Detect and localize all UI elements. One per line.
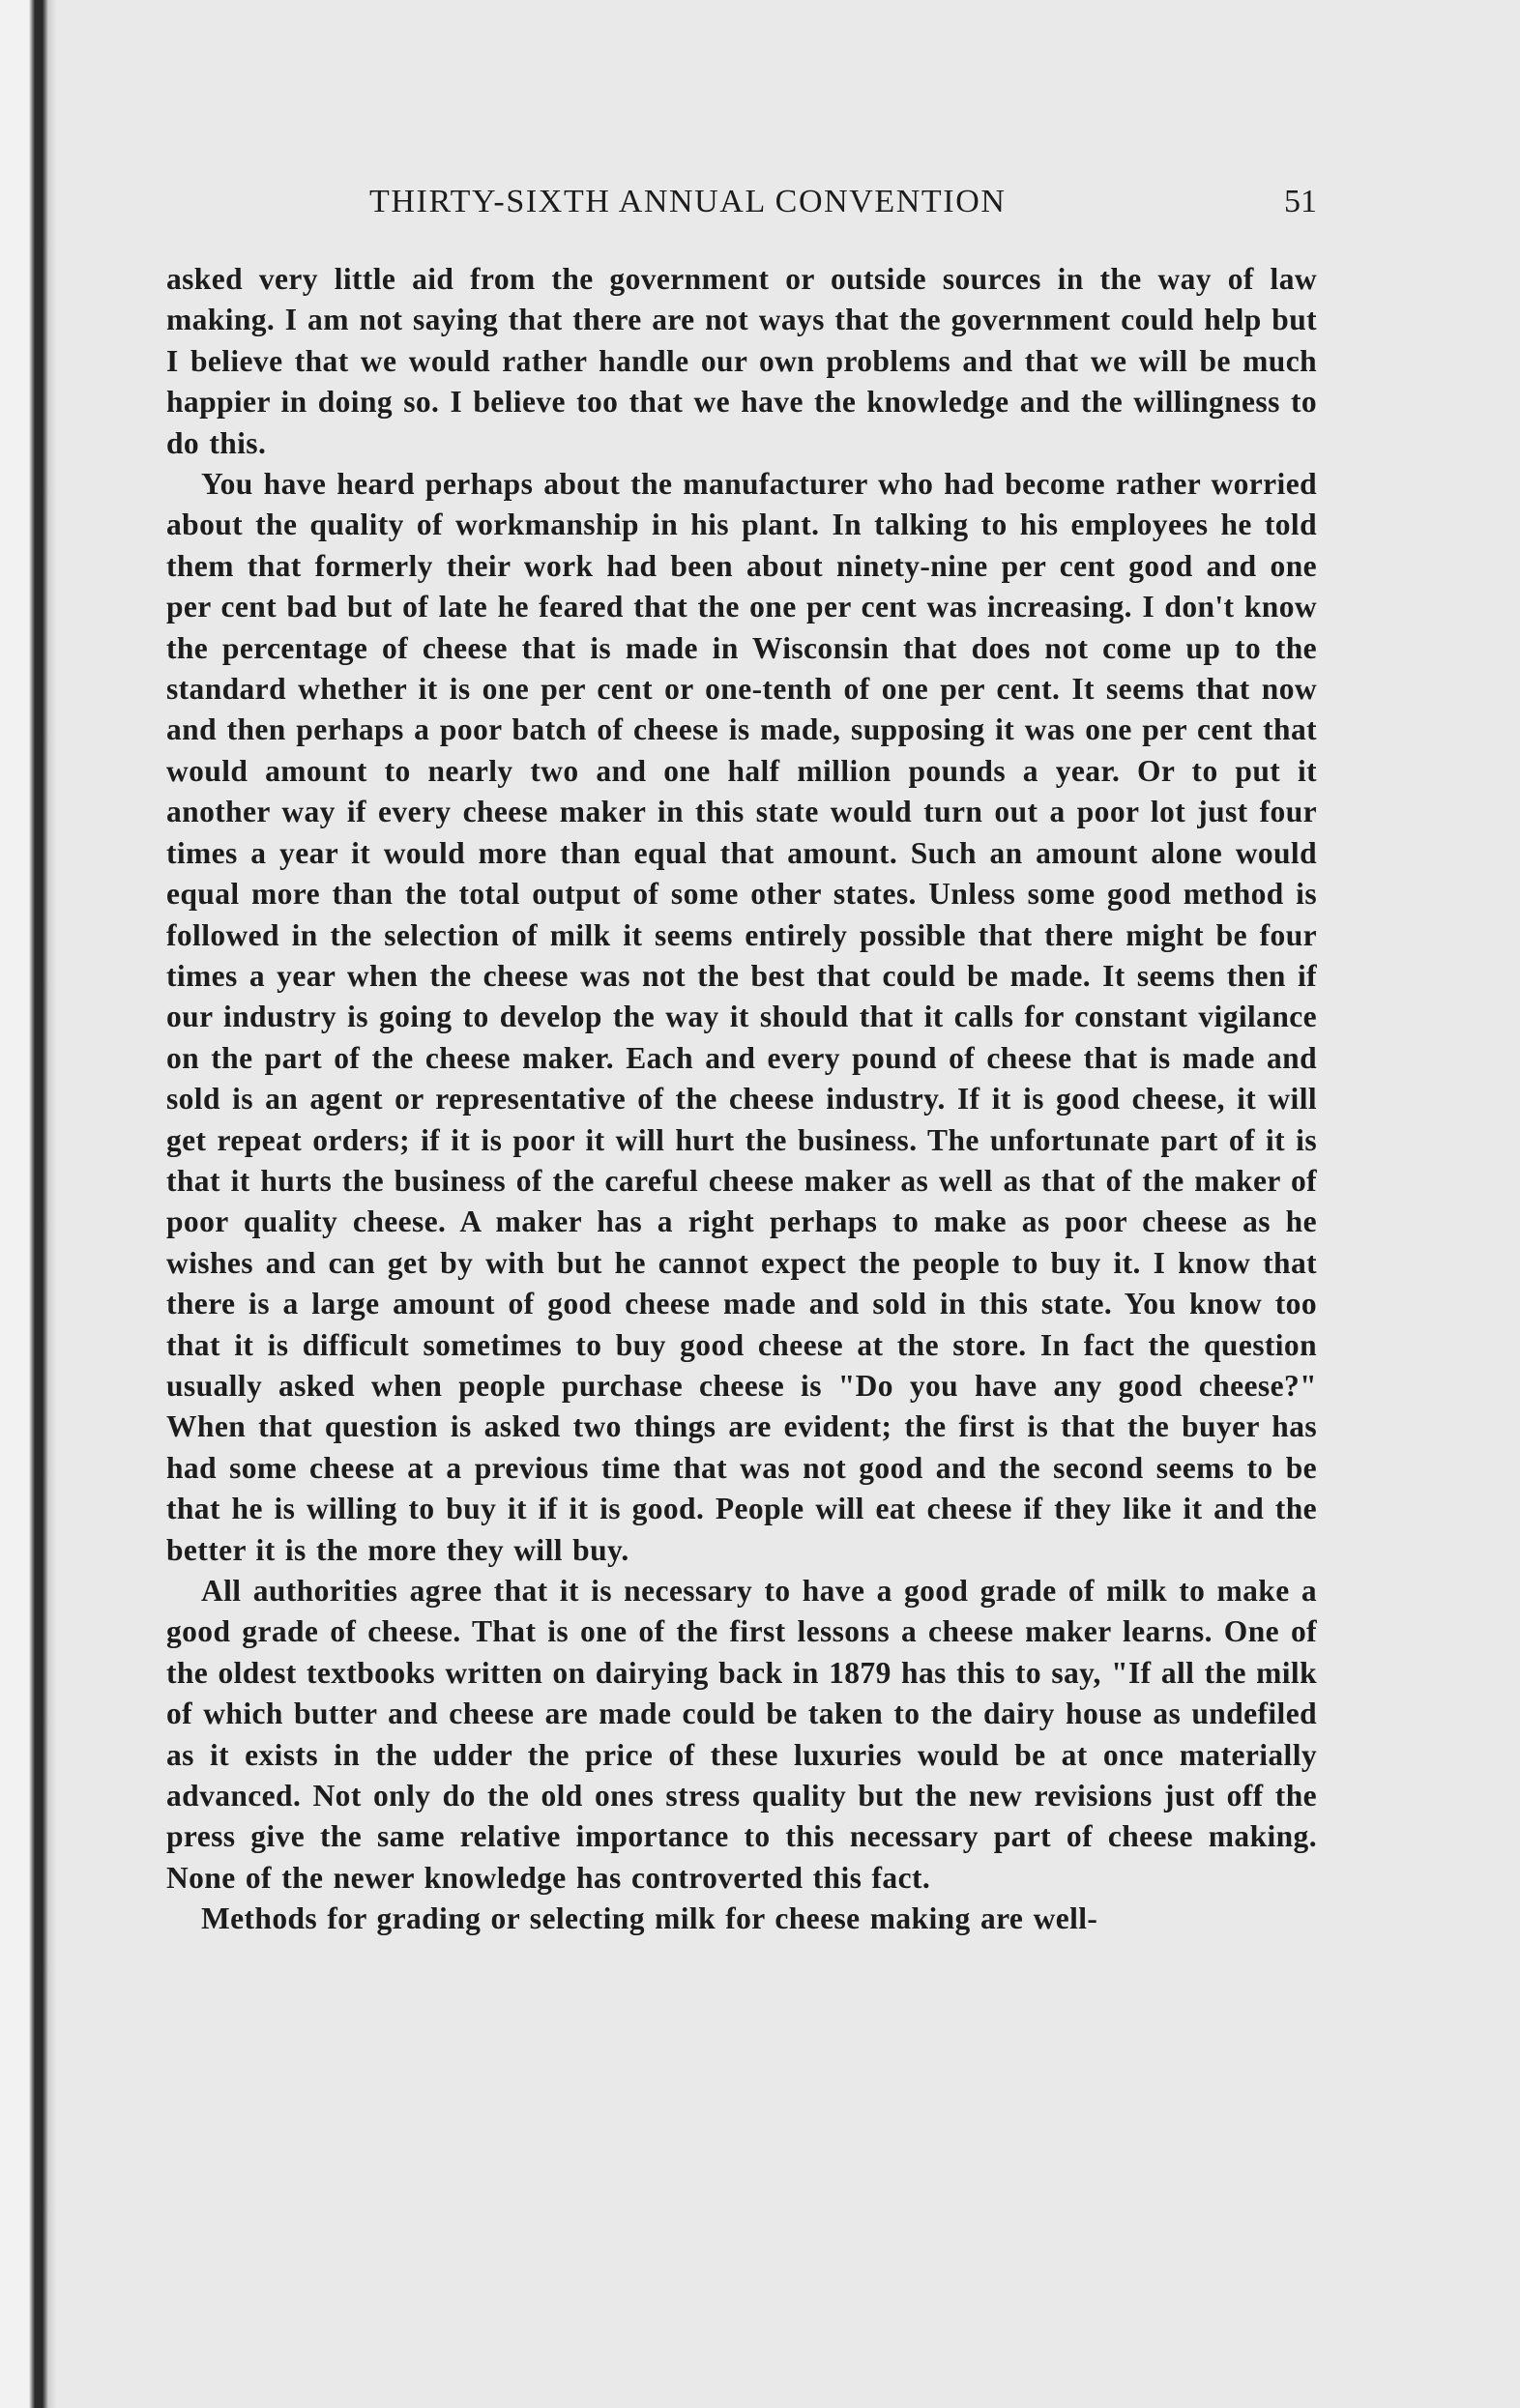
paragraph-continued: asked very little aid from the government or outside sources in the way of law making. I am not saying that there are not ways that the government could help but I believe that we would rather handle our own problems and that we will be much happier in doing so. I believe too that we have the knowledge and the willingness to do this. bbox=[166, 262, 1317, 460]
running-header bbox=[166, 155, 1317, 242]
paragraph-manufacturer: You have heard perhaps about the manufacturer who had become rather worried about the quality of workmanship in his plant. In talking to his employees he told them that formerly their work had been about ninety-nine per cent good and one per cent bad but of late he feared that the one per cent was increasing. I don't know the percentage of cheese that is made in Wisconsin that does not come up to the standard whether it is one per cent or one-tenth of one per cent. It seems that now and then perhaps a poor batch of cheese is made, supposing it was one per cent that would amount to nearly two and one half million pounds a year. Or to put it another way if every cheese maker in this state would turn out a poor lot just four times a year it would more than equal that amount. Such an amount alone would equal more than the total output of some other states. Unless some good method is followed in the selection of milk it seems entirely possible that there might be four times a year when the cheese was not the best that could be made. It seems then if our industry is going to develop the way it should that it calls for constant vigilance on the part of the cheese maker. Each and every pound of cheese that is made and sold is an agent or representative of the cheese industry. If it is good cheese, it will get repeat orders; if it is poor it will hurt the business. The unfortunate part of it is that it hurts the business of the careful cheese maker as well as that of the maker of poor quality cheese. A maker has a right perhaps to make as poor cheese as he wishes and can get by with but he cannot expect the people to buy it. I know that there is a large amount of good cheese made and sold in this state. You know too that it is difficult sometimes to buy good cheese at the store. In fact the question usually asked when people purchase cheese is "Do you have any good cheese?" When that question is asked two things are evident; the first is that the buyer has had some cheese at a previous time that was not good and the second seems to be that he is willing to buy it if it is good. People will eat cheese if they like it and the better it is the more they will buy. bbox=[166, 467, 1317, 1567]
paragraph-methods: Methods for grading or selecting milk for cheese making are well- bbox=[201, 1901, 1098, 1936]
page-number: 51 bbox=[1284, 184, 1317, 219]
book-page bbox=[166, 155, 1317, 1940]
paragraph-authorities: All authorities agree that it is necessary to have a good grade of milk to make a good grade of cheese. That is one of the first lessons a cheese maker learns. One of the oldest textbooks written on dairying back in 1879 has this to say, "If all the milk of which butter and cheese are made could be taken to the dairy house as undefiled as it exists in the udder the price of these luxuries would be at once materially advanced. Not only do the old ones stress quality but the new revisions just off the press give the same relative importance to this necessary part of cheese making. None of the newer knowledge has controverted this fact. bbox=[166, 1574, 1317, 1895]
running-title: THIRTY-SIXTH ANNUAL CONVENTION bbox=[369, 184, 1007, 219]
page-binding-edge bbox=[0, 0, 56, 2408]
body-text bbox=[166, 259, 1317, 1940]
